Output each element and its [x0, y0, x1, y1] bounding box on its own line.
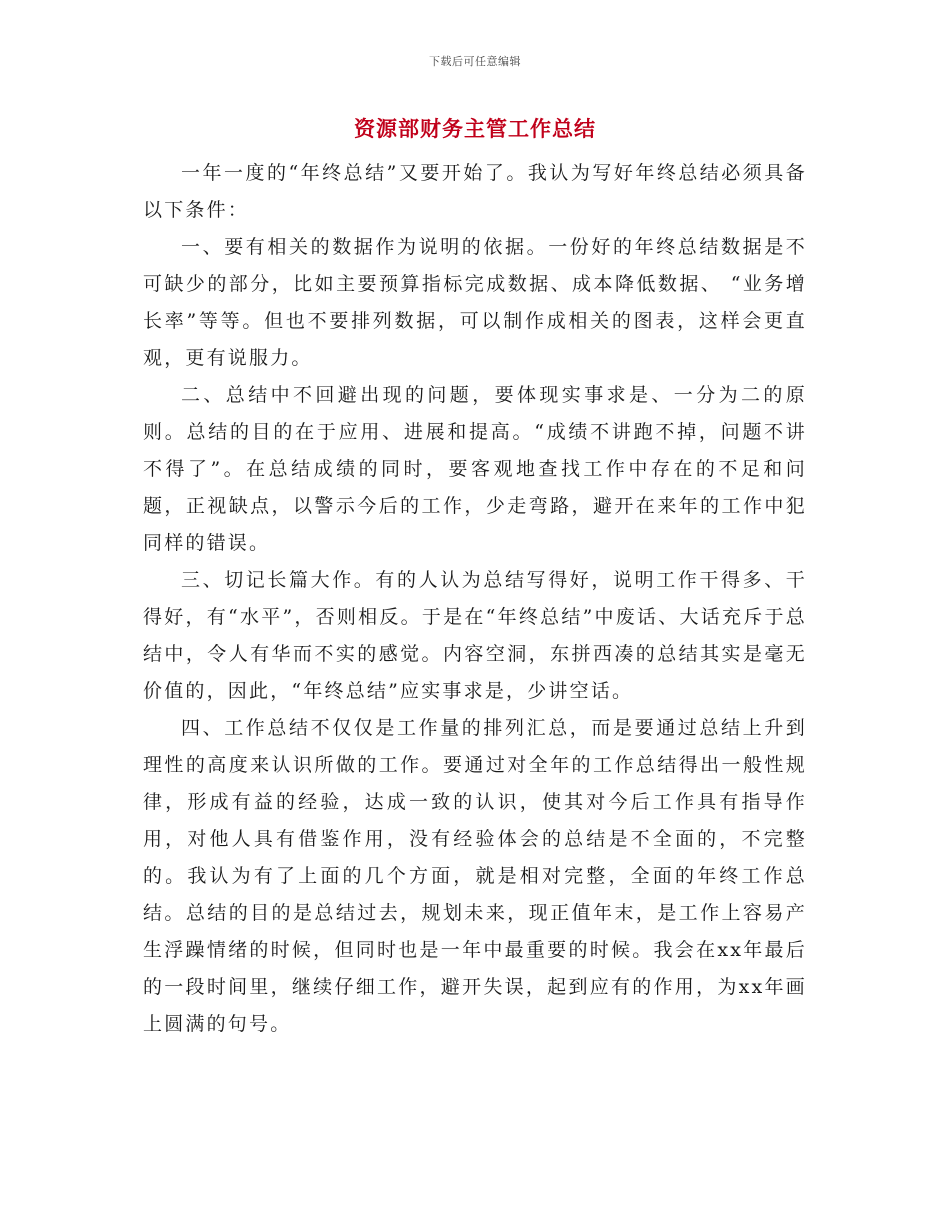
paragraph-point-3: 三、切记长篇大作。有的人认为总结写得好，说明工作干得多、干得好，有“水平”，否则相反。于是在“年终总结”中废话、大话充斥于总结中，令人有华而不实的感觉。内容空洞，东拼西凑的总结其实是毫无价值的，因此，“年终总结”应实事求是，少讲空话。 [143, 569, 807, 702]
document-title: 资源部财务主管工作总结 [354, 116, 596, 141]
paragraph-point-4: 四、工作总结不仅仅是工作量的排列汇总，而是要通过总结上升到理性的高度来认识所做的工作。要通过对全年的工作总结得出一般性规律，形成有益的经验，达成一致的认识，使其对今后工作具有指导作用，对他人具有借鉴作用，没有经验体会的总结是不全面的，不完整的。我认为有了上面的几个方面，就是相对完整，全面的年终工作总结。总结的目的是总结过去，规划未来，现正值年末，是工作上容易产生浮躁情绪的时候，但同时也是一年中最重要的时候。我会在xx年最后的一段时间里，继续仔细工作，避开失误，起到应有的作用，为xx年画上圆满的句号。 [143, 717, 807, 1035]
paragraph-point-2: 二、总结中不回避出现的问题，要体现实事求是、一分为二的原则。总结的目的在于应用、进展和提高。“成绩不讲跑不掉，问题不讲不得了”。在总结成绩的同时，要客观地查找工作中存在的不足和问题，正视缺点，以警示今后的工作，少走弯路，避开在来年的工作中犯同样的错误。 [143, 384, 807, 554]
header-note: 下载后可任意编辑 [429, 55, 521, 68]
paragraph-point-1: 一、要有相关的数据作为说明的依据。一份好的年终总结数据是不可缺少的部分，比如主要预算指标完成数据、成本降低数据、 “业务增长率”等等。但也不要排列数据，可以制作成相关的图表，这样会更直观，更有说服力。 [143, 236, 807, 369]
document-body [143, 155, 807, 1043]
paragraph-intro: 一年一度的“年终总结”又要开始了。我认为写好年终总结必须具备以下条件： [143, 162, 807, 221]
